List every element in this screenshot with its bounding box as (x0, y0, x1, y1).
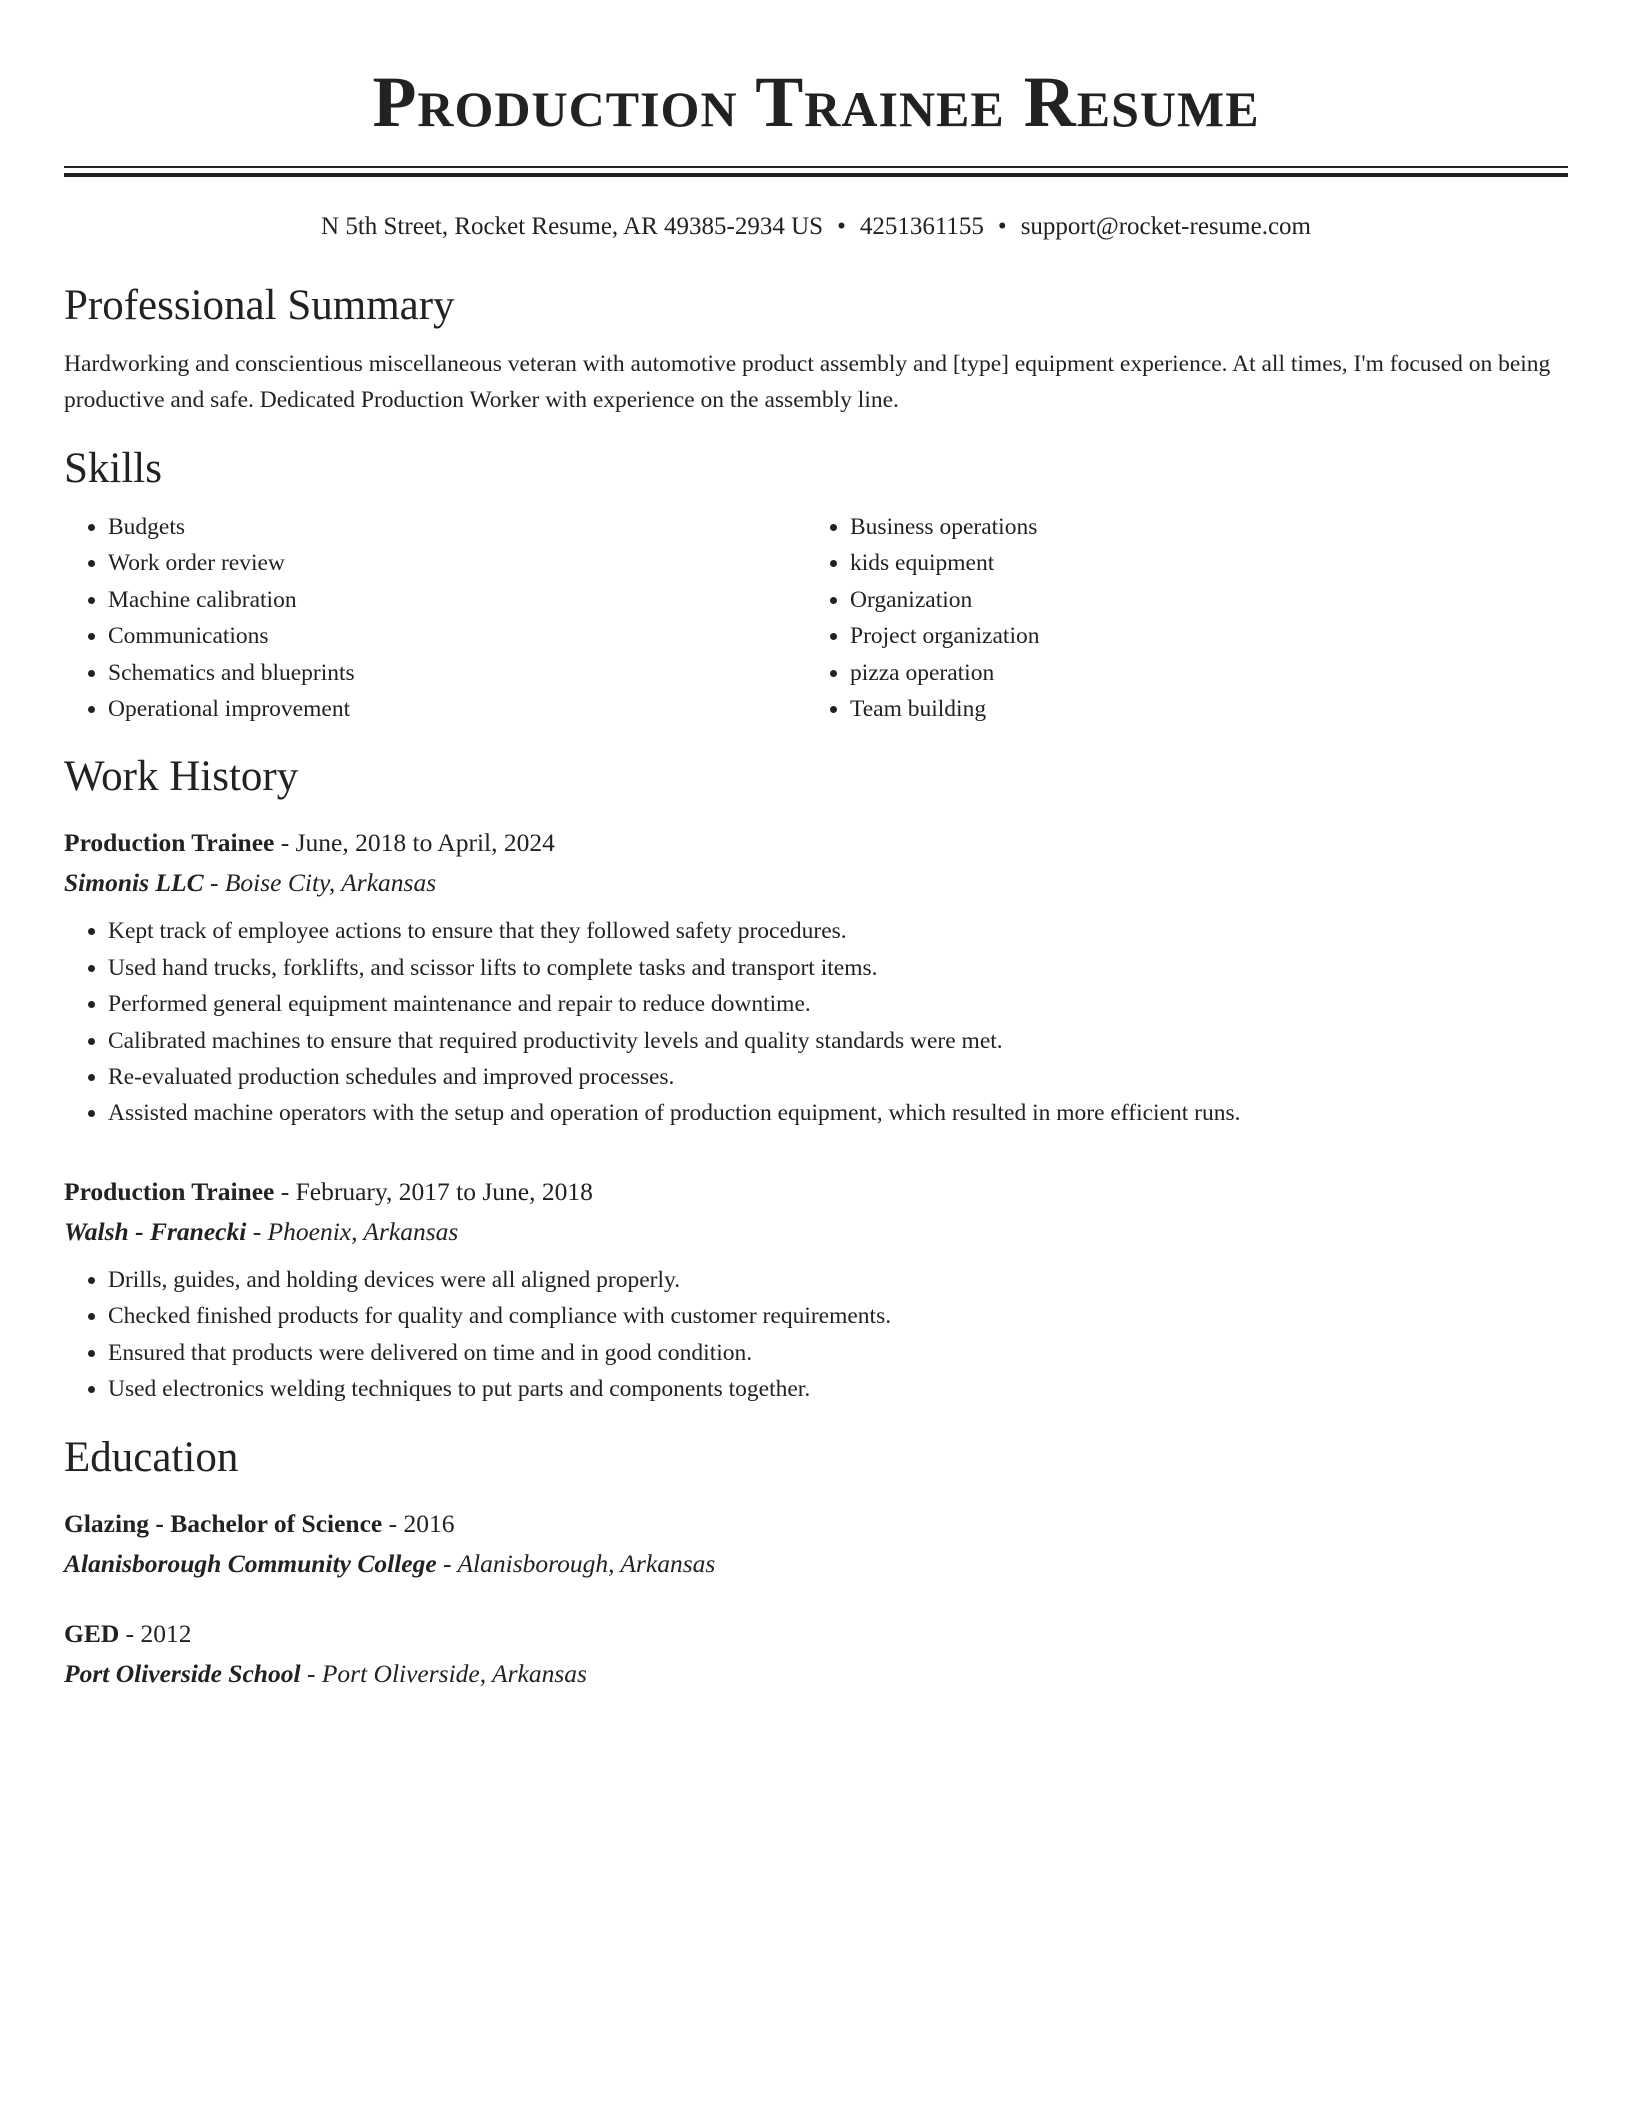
resume-title: Production Trainee Resume (372, 62, 1260, 142)
education-entry (64, 1504, 1568, 1584)
education-year: - 2016 (382, 1508, 455, 1538)
skills-columns (64, 509, 1568, 727)
skills-heading: Skills (64, 445, 162, 492)
job-entry (64, 1172, 1568, 1408)
job-company-line (64, 1212, 1568, 1252)
job-dates: - February, 2017 to June, 2018 (274, 1176, 593, 1206)
skill-item: • Business operations (850, 509, 1548, 545)
divider-thick-line (64, 173, 1568, 177)
summary-heading: Professional Summary (64, 282, 455, 329)
education-heading: Education (64, 1433, 239, 1481)
job-title: Production Trainee (64, 828, 275, 858)
job-bullets (64, 913, 1568, 1131)
job-bullet: • Re-evaluated production schedules and improved processes. (108, 1059, 1568, 1095)
job-company: Walsh - Franecki (64, 1216, 247, 1246)
skill-item: • Organization (850, 582, 1548, 618)
skill-item: • Work order review (108, 545, 806, 581)
contact-separator: • (837, 213, 846, 240)
title-divider (64, 166, 1568, 180)
education-entry (64, 1614, 1568, 1694)
skill-item: • Team building (850, 691, 1548, 727)
job-bullet: • Assisted machine operators with the setup and operation of production equipment, which resulted in more efficient runs. (108, 1095, 1568, 1131)
contact-line (64, 211, 1568, 243)
job-bullet: • Calibrated machines to ensure that required productivity levels and quality standards were met. (108, 1023, 1568, 1059)
education-degree: Glazing - Bachelor of Science (64, 1508, 383, 1538)
job-location: - Boise City, Arkansas (203, 868, 437, 898)
work-history-heading: Work History (64, 753, 299, 801)
job-bullet: • Checked finished products for quality and compliance with customer requirements. (108, 1298, 1568, 1334)
skill-item: • Operational improvement (108, 691, 806, 727)
job-dates: - June, 2018 to April, 2024 (274, 828, 555, 858)
skill-item: • Schematics and blueprints (108, 655, 806, 691)
education-location: - Port Oliverside, Arkansas (300, 1658, 587, 1688)
education-school-line (64, 1544, 1568, 1584)
education-location: - Alanisborough, Arkansas (436, 1548, 716, 1578)
education-school: Alanisborough Community College (64, 1548, 437, 1578)
resume-page (64, 0, 1568, 1694)
education-year: - 2012 (119, 1618, 192, 1648)
skill-item: • Budgets (108, 509, 806, 545)
education-degree-line (64, 1504, 1568, 1544)
job-bullet: • Used hand trucks, forklifts, and scissor lifts to complete tasks and transport items. (108, 950, 1568, 986)
job-bullet: • Used electronics welding techniques to put parts and components together. (108, 1371, 1568, 1407)
job-title: Production Trainee (64, 1176, 275, 1206)
skill-item: • kids equipment (850, 545, 1548, 581)
skill-item: • pizza operation (850, 655, 1548, 691)
skill-item: • Communications (108, 618, 806, 654)
job-bullet: • Kept track of employee actions to ensure that they followed safety procedures. (108, 913, 1568, 949)
job-bullet: • Drills, guides, and holding devices were all aligned properly. (108, 1262, 1568, 1298)
contact-phone: 4251361155 (859, 213, 984, 240)
education-degree-line (64, 1614, 1568, 1654)
divider-thin-line (64, 166, 1568, 168)
job-company: Simonis LLC (64, 868, 204, 898)
job-title-line (64, 1172, 1568, 1212)
education-school-line (64, 1654, 1568, 1694)
contact-address: N 5th Street, Rocket Resume, AR 49385-2934 US (321, 213, 824, 240)
job-bullet: • Ensured that products were delivered on time and in good condition. (108, 1335, 1568, 1371)
job-bullets (64, 1262, 1568, 1408)
job-company-line (64, 863, 1568, 903)
education-school: Port Oliverside School (64, 1658, 301, 1688)
job-location: - Phoenix, Arkansas (246, 1216, 459, 1246)
contact-separator: • (997, 213, 1007, 240)
skills-right-column (806, 509, 1548, 727)
contact-email: support@rocket-resume.com (1020, 213, 1311, 240)
job-entry (64, 823, 1568, 1131)
summary-text: Hardworking and conscientious miscellaneous veteran with automotive product assembly and [type] equipment experience. At all times, I'm focused on being productive and safe. Dedicated Production Worker with experience on the assembly line. (64, 351, 1551, 413)
skills-left-column (64, 509, 806, 727)
skill-item: • Project organization (850, 618, 1548, 654)
education-degree: GED (64, 1618, 120, 1648)
skill-item: • Machine calibration (108, 582, 806, 618)
job-bullet: • Performed general equipment maintenance and repair to reduce downtime. (108, 986, 1568, 1022)
job-title-line (64, 823, 1568, 863)
